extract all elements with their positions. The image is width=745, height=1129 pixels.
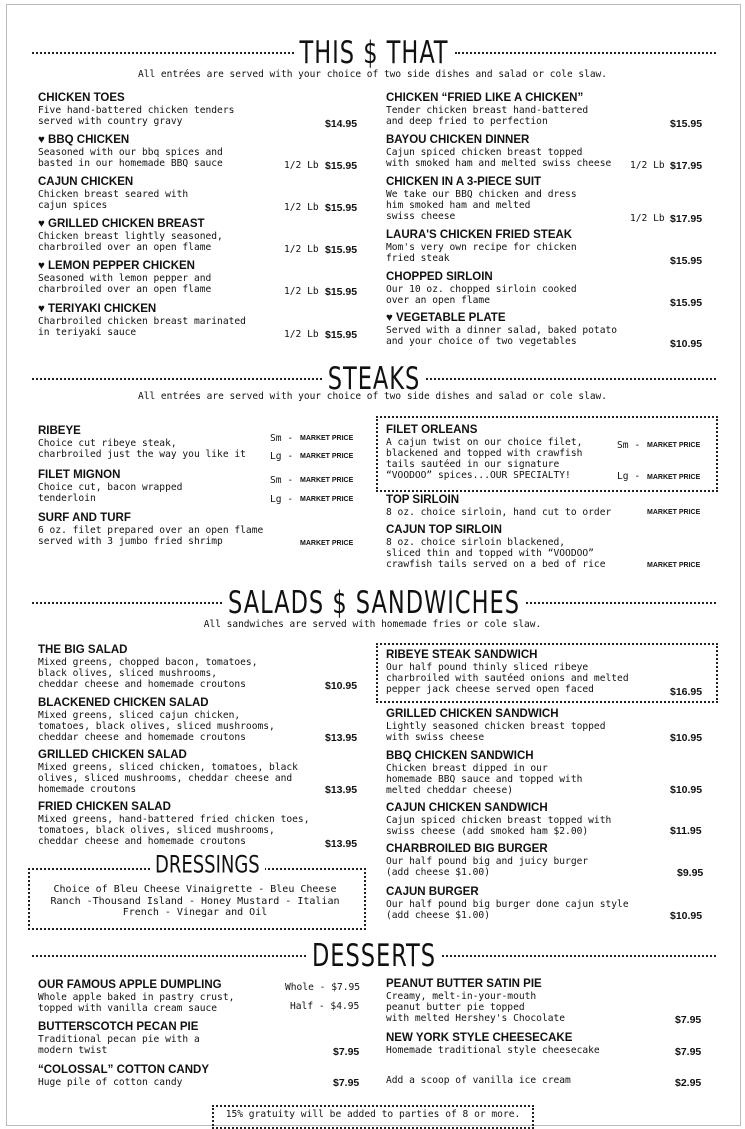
item-price: $11.95 bbox=[670, 825, 702, 837]
item-description: Creamy, melt-in-your-mouth peanut butter pie topped with melted Hershey's Chocolate bbox=[386, 991, 566, 1024]
menu-item bbox=[386, 843, 588, 878]
item-description: 8 oz. choice sirloin blackened, sliced thin and topped with “VOODOO” crawfish tails served on a bed of rice bbox=[386, 537, 606, 570]
market-price: MARKET PRICE bbox=[300, 496, 354, 503]
item-price: $2.95 bbox=[675, 1077, 702, 1089]
portion-label: 1/2 Lb - bbox=[284, 329, 331, 340]
item-price: $15.95 bbox=[325, 160, 358, 172]
item-name: GRILLED CHICKEN SANDWICH bbox=[386, 708, 559, 720]
item-price: $16.95 bbox=[670, 686, 703, 698]
menu-item bbox=[38, 469, 182, 504]
item-description: Our half pound big and juicy burger (add cheese $1.00) bbox=[386, 856, 589, 878]
item-description: Seasoned with lemon pepper and charbroiled over an open flame bbox=[38, 273, 212, 295]
item-price: $15.95 bbox=[325, 244, 358, 256]
item-name: BAYOU CHICKEN DINNER bbox=[386, 134, 530, 146]
item-price: $15.95 bbox=[325, 286, 358, 298]
item-name: CHICKEN IN A 3-PIECE SUIT bbox=[386, 176, 542, 188]
item-description: Traditional pecan pie with a modern twist bbox=[38, 1034, 200, 1056]
item-price: $15.95 bbox=[325, 329, 358, 341]
item-description: Add a scoop of vanilla ice cream bbox=[386, 1075, 571, 1086]
item-price: $10.95 bbox=[670, 732, 703, 744]
item-name: GRILLED CHICKEN SALAD bbox=[38, 749, 187, 761]
item-description: Our half pound thinly sliced ribeye charbroiled with sautéed onions and melted pepper jack cheese served open faced bbox=[386, 662, 629, 695]
menu-item bbox=[38, 260, 211, 295]
section-subtitle: All entrées are served with your choice of two side dishes and salad or cole slaw. bbox=[138, 391, 607, 402]
market-price: MARKET PRICE bbox=[647, 442, 701, 449]
item-price: $7.95 bbox=[675, 1046, 702, 1058]
item-name: CHARBROILED BIG BURGER bbox=[386, 843, 548, 855]
item-name: THE BIG SALAD bbox=[38, 644, 128, 656]
market-price: MARKET PRICE bbox=[300, 435, 354, 442]
menu-item bbox=[386, 271, 577, 306]
item-description: Mixed greens, sliced cajun chicken, tomatoes, black olives, sliced mushrooms, cheddar cheese and homemade croutons bbox=[38, 710, 275, 743]
item-name: CAJUN CHICKEN SANDWICH bbox=[386, 802, 548, 814]
item-description: Homemade traditional style cheesecake bbox=[386, 1045, 600, 1056]
item-name: ♥ TERIYAKI CHICKEN bbox=[38, 303, 157, 315]
item-description: Chicken breast lightly seasoned, charbroiled over an open flame bbox=[38, 231, 223, 253]
dressings-title: DRESSINGS bbox=[150, 850, 265, 879]
section-title: DESSERTS bbox=[311, 937, 437, 974]
item-description: Our 10 oz. chopped sirloin cooked over an open flame bbox=[386, 284, 577, 306]
item-price: $13.95 bbox=[325, 838, 358, 850]
item-price: $15.95 bbox=[325, 202, 358, 214]
item-price: $17.95 bbox=[670, 160, 703, 172]
portion-label: 1/2 Lb - bbox=[284, 202, 331, 213]
item-name: CHICKEN TOES bbox=[38, 92, 125, 104]
menu-item bbox=[386, 134, 611, 169]
item-description: Mixed greens, sliced chicken, tomatoes, black olives, sliced mushrooms, cheddar cheese and homemade croutons bbox=[38, 762, 298, 795]
item-description: A cajun twist on our choice filet, blackened and topped with crawfish tails sautéed in our signature “VOODOO” spices...OUR SPECIALTY! bbox=[386, 437, 583, 481]
item-price: $13.95 bbox=[325, 784, 358, 796]
item-name: CHICKEN “FRIED LIKE A CHICKEN” bbox=[386, 92, 584, 104]
item-price: $7.95 bbox=[333, 1077, 360, 1089]
menu-item bbox=[386, 524, 606, 570]
portion-label: 1/2 Lb - bbox=[284, 244, 331, 255]
menu-item bbox=[386, 1075, 571, 1086]
menu-item bbox=[386, 978, 565, 1024]
market-price: MARKET PRICE bbox=[300, 477, 354, 484]
item-name: FILET ORLEANS bbox=[386, 424, 478, 436]
item-name: ♥ BBQ CHICKEN bbox=[38, 134, 130, 146]
menu-item bbox=[38, 1064, 209, 1088]
apple-half-price: Half - $4.95 bbox=[290, 1001, 360, 1012]
apple-whole-price: Whole - $7.95 bbox=[285, 982, 361, 993]
item-price: $13.95 bbox=[325, 732, 358, 744]
item-price: $15.95 bbox=[670, 255, 703, 267]
item-name: FRIED CHICKEN SALAD bbox=[38, 801, 171, 813]
menu-item bbox=[38, 425, 246, 460]
item-description: Chicken breast seared with cajun spices bbox=[38, 189, 189, 211]
item-name: RIBEYE STEAK SANDWICH bbox=[386, 649, 538, 661]
menu-item bbox=[386, 424, 582, 481]
item-name: TOP SIRLOIN bbox=[386, 494, 460, 506]
item-name: ♥ GRILLED CHICKEN BREAST bbox=[38, 218, 205, 230]
item-description: Charbroiled chicken breast marinated in teriyaki sauce bbox=[38, 316, 246, 338]
item-price: $15.95 bbox=[670, 118, 703, 130]
menu-item bbox=[38, 644, 258, 690]
item-name: CAJUN BURGER bbox=[386, 886, 479, 898]
item-description: 8 oz. choice sirloin, hand cut to order bbox=[386, 507, 612, 518]
item-description: We take our BBQ chicken and dress him smoked ham and melted swiss cheese bbox=[386, 189, 577, 222]
item-name: CHOPPED SIRLOIN bbox=[386, 271, 493, 283]
market-price: MARKET PRICE bbox=[647, 509, 701, 516]
item-description: Five hand-battered chicken tenders served with country gravy bbox=[38, 105, 235, 127]
item-description: Mom's very own recipe for chicken fried steak bbox=[386, 242, 577, 264]
menu-item bbox=[38, 303, 246, 338]
item-price: $17.95 bbox=[670, 213, 703, 225]
item-name: CAJUN TOP SIRLOIN bbox=[386, 524, 502, 536]
item-name: NEW YORK STYLE CHEESECAKE bbox=[386, 1032, 573, 1044]
market-price: MARKET PRICE bbox=[647, 474, 701, 481]
item-name: BBQ CHICKEN SANDWICH bbox=[386, 750, 534, 762]
item-price: $15.95 bbox=[670, 297, 703, 309]
item-name: BLACKENED CHICKEN SALAD bbox=[38, 697, 209, 709]
item-description: Mixed greens, chopped bacon, tomatoes, black olives, sliced mushrooms, cheddar cheese and homemade croutons bbox=[38, 657, 258, 690]
menu-item bbox=[386, 649, 629, 695]
size-small: Sm - bbox=[270, 475, 294, 486]
section-header-desserts bbox=[32, 937, 716, 974]
item-name: BUTTERSCOTCH PECAN PIE bbox=[38, 1021, 199, 1033]
section-title: STEAKS bbox=[327, 360, 421, 397]
menu-item bbox=[38, 92, 234, 127]
menu-item bbox=[38, 1021, 200, 1056]
item-name: RIBEYE bbox=[38, 425, 81, 437]
item-description: Served with a dinner salad, baked potato and your choice of two vegetables bbox=[386, 325, 618, 347]
dressings-list: Choice of Bleu Cheese Vinaigrette - Bleu Cheese Ranch -Thousand Island - Honey Mustard - Italian French - Vinegar and Oil bbox=[50, 884, 340, 918]
menu-item bbox=[386, 1032, 600, 1056]
menu-item bbox=[386, 750, 582, 796]
item-description: Choice cut, bacon wrapped tenderloin bbox=[38, 482, 183, 504]
item-description: 6 oz. filet prepared over an open flame served with 3 jumbo fried shrimp bbox=[38, 525, 264, 547]
section-title: SALADS $ SANDWICHES bbox=[227, 584, 521, 621]
item-price: $7.95 bbox=[333, 1046, 360, 1058]
item-price: $10.95 bbox=[670, 338, 703, 350]
menu-item bbox=[38, 512, 263, 547]
market-price: MARKET PRICE bbox=[647, 562, 701, 569]
market-price: MARKET PRICE bbox=[300, 453, 354, 460]
section-header-salads bbox=[32, 584, 716, 621]
item-name: ♥ VEGETABLE PLATE bbox=[386, 312, 506, 324]
section-subtitle: All entrées are served with your choice of two side dishes and salad or cole slaw. bbox=[138, 69, 607, 80]
market-price: MARKET PRICE bbox=[300, 540, 354, 547]
section-title: THIS $ THAT bbox=[299, 34, 449, 71]
portion-label: 1/2 Lb - bbox=[284, 160, 331, 171]
item-name: CAJUN CHICKEN bbox=[38, 176, 134, 188]
size-large: Lg - bbox=[270, 494, 294, 505]
item-description: Tender chicken breast hand-battered and deep fried to perfection bbox=[386, 105, 589, 127]
item-description: Cajun spiced chicken breast topped with swiss cheese (add smoked ham $2.00) bbox=[386, 815, 612, 837]
menu-item bbox=[38, 218, 223, 253]
item-name: PEANUT BUTTER SATIN PIE bbox=[386, 978, 542, 990]
item-name: OUR FAMOUS APPLE DUMPLING bbox=[38, 979, 222, 991]
item-name: LAURA'S CHICKEN FRIED STEAK bbox=[386, 229, 573, 241]
item-price: $9.95 bbox=[677, 867, 704, 879]
size-large: Lg - bbox=[617, 471, 641, 482]
menu-item bbox=[386, 708, 606, 743]
portion-label: 1/2 Lb - bbox=[630, 160, 677, 171]
item-description: Mixed greens, hand-battered fried chicken toes, tomatoes, black olives, sliced mushrooms, cheddar cheese and homemade croutons bbox=[38, 814, 310, 847]
size-small: Sm - bbox=[617, 440, 641, 451]
menu-item bbox=[386, 92, 588, 127]
item-price: $7.95 bbox=[675, 1014, 702, 1026]
item-description: Chicken breast dipped in our homemade BBQ sauce and topped with melted cheddar cheese) bbox=[386, 763, 583, 796]
size-small: Sm - bbox=[270, 433, 294, 444]
item-price: $14.95 bbox=[325, 118, 358, 130]
item-description: Huge pile of cotton candy bbox=[38, 1077, 183, 1088]
menu-item bbox=[386, 494, 611, 518]
item-name: “COLOSSAL” COTTON CANDY bbox=[38, 1064, 210, 1076]
menu-item bbox=[386, 312, 617, 347]
menu-item bbox=[38, 749, 298, 795]
menu-item bbox=[38, 176, 188, 211]
item-price: $10.95 bbox=[325, 680, 358, 692]
menu-item bbox=[386, 802, 611, 837]
item-description: Choice cut ribeye steak, charbroiled just the way you like it bbox=[38, 438, 246, 460]
item-price: $10.95 bbox=[670, 910, 703, 922]
item-name: FILET MIGNON bbox=[38, 469, 121, 481]
menu-item bbox=[38, 979, 234, 1014]
menu-item bbox=[38, 697, 275, 743]
menu-item bbox=[386, 176, 577, 222]
section-subtitle: All sandwiches are served with homemade fries or cole slaw. bbox=[203, 619, 542, 630]
menu-item bbox=[38, 801, 309, 847]
item-description: Cajun spiced chicken breast topped with smoked ham and melted swiss cheese bbox=[386, 147, 612, 169]
portion-label: 1/2 Lb - bbox=[630, 213, 677, 224]
item-description: Whole apple baked in pastry crust, topped with vanilla cream sauce bbox=[38, 992, 235, 1014]
portion-label: 1/2 Lb - bbox=[284, 286, 331, 297]
item-description: Seasoned with our bbq spices and basted in our homemade BBQ sauce bbox=[38, 147, 223, 169]
item-price: $10.95 bbox=[670, 784, 703, 796]
menu-item bbox=[38, 134, 223, 169]
item-name: ♥ LEMON PEPPER CHICKEN bbox=[38, 260, 195, 272]
size-large: Lg - bbox=[270, 451, 294, 462]
item-description: Lightly seasoned chicken breast topped with swiss cheese bbox=[386, 721, 606, 743]
item-description: Our half pound big burger done cajun style (add cheese $1.00) bbox=[386, 899, 629, 921]
menu-item bbox=[386, 886, 629, 921]
item-name: SURF AND TURF bbox=[38, 512, 131, 524]
gratuity-note: 15% gratuity will be added to parties of 8 or more. bbox=[225, 1109, 521, 1120]
menu-item bbox=[386, 229, 577, 264]
section-header-this-that bbox=[32, 34, 716, 71]
